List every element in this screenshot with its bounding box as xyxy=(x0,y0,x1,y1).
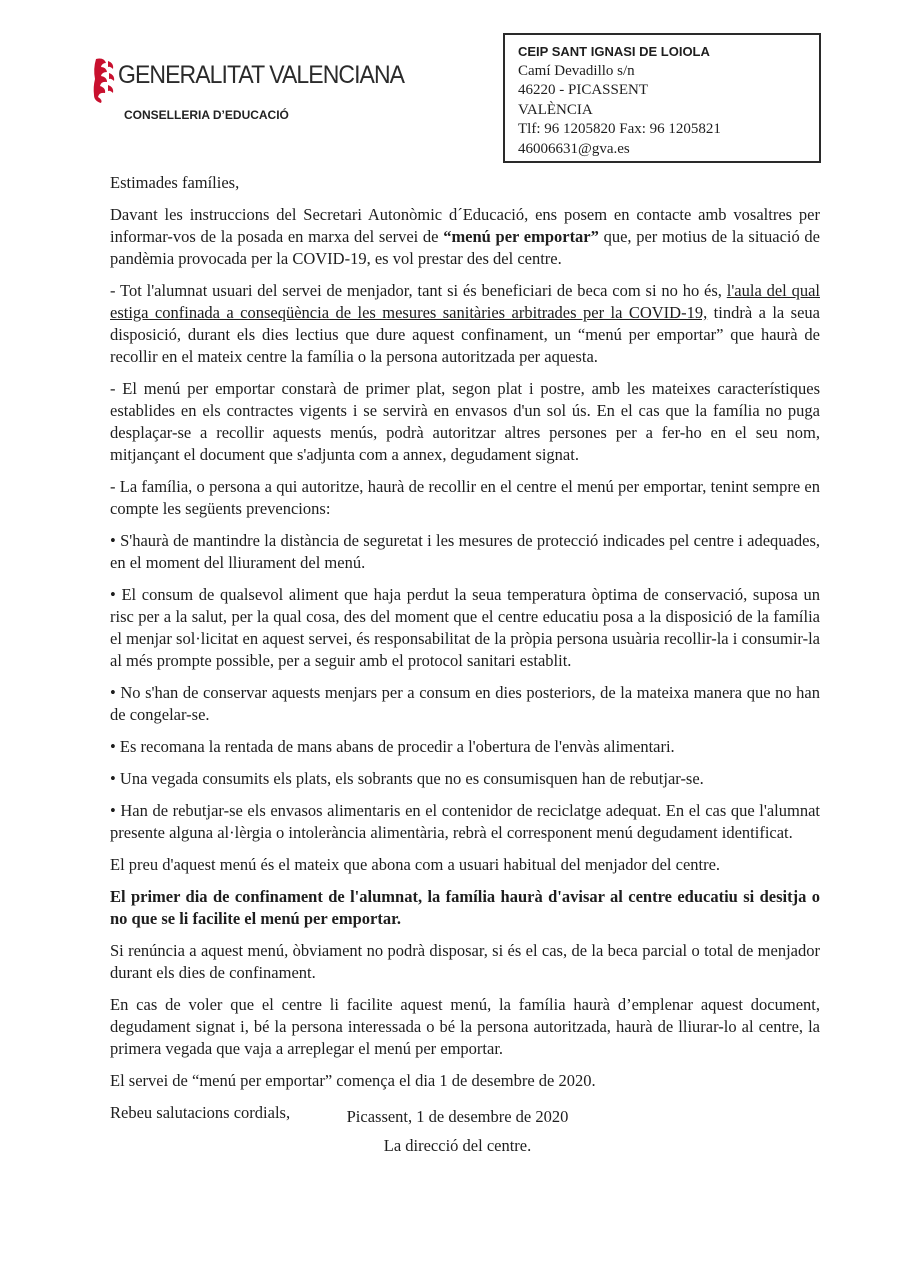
paragraph-menu-contents: - El menú per emportar constarà de primer plat, segon plat i postre, amb les mateixes característiques establides en els contractes vigents i se servirà en envasos d'un sol ús. En el cas que la família no puga desplaçar-se a recollir aquests menús, podrà autoritzar altres persones per a fer-ho en el seu nom, mitjançant el document que s'adjunta com a annex, degudament signat. xyxy=(110,379,820,464)
department-name: CONSELLERIA D’EDUCACIÓ xyxy=(124,108,289,122)
greeting: Estimades famílies, xyxy=(110,173,240,192)
address-line-street: Camí Devadillo s/n xyxy=(518,62,635,79)
gva-logo xyxy=(92,55,405,125)
paragraph-price: El preu d'aquest menú és el mateix que abona com a usuari habitual del menjador del centre. xyxy=(110,855,721,874)
intro-text-b: que, per motius de la situació de pandèmia provocada per la COVID-19, es vol prestar des del centre. xyxy=(110,227,820,268)
closing: Rebeu salutacions cordials, xyxy=(110,1103,291,1122)
paragraph-document: En cas de voler que el centre li facilite aquest menú, la família haurà d’emplenar aquest document, degudament signat i, bé la persona interessada o bé la persona autoritzada, haurà de lliurar-lo al centre, la primera vegada que vaja a arreplegar el menú per emportar. xyxy=(110,995,820,1058)
signature: La direcció del centre. xyxy=(383,1136,532,1155)
school-address-box xyxy=(503,33,821,163)
intro-bold-term: “menú per emportar” xyxy=(443,227,599,246)
bullet-no-conserve: • No s'han de conservar aquests menjars per a consum en dies posteriors, de la mateixa manera que no han de congelar-se. xyxy=(110,683,820,724)
p1-text-b: tindrà a la seua disposició, durant els dies lectius que dure aquest confinament, un “menú per emportar” que haurà de recollir en el mateix centre la família o la persona autoritzada per aquesta. xyxy=(110,303,821,366)
bullet-distance: • S'haurà de mantindre la distància de seguretat i les mesures de protecció indicades pel centre i adequades, en el moment del lliurament del menú. xyxy=(110,531,820,572)
bullet-handwashing: • Es recomana la rentada de mans abans de procedir a l'obertura de l'envàs alimentari. xyxy=(110,737,675,756)
intro-paragraph xyxy=(110,204,820,270)
gva-emblem-icon xyxy=(92,57,116,103)
paragraph-confinement xyxy=(110,280,820,368)
bullet-temperature: • El consum de qualsevol aliment que haja perdut la seua temperatura òptima de conservació, suposa un risc per a la salut, per la qual cosa, des del moment que el centre educatiu posa a la disposició de la família el menjar sol·licitat en aquest servei, és responsabilitat de la pròpia persona usuària recollir-la i consumir-la al més prompte possible, per a seguir amb el protocol sanitari establit. xyxy=(110,585,820,670)
paragraph-renounce: Si renúncia a aquest menú, òbviament no podrà disposar, si és el cas, de la beca parcial o total de menjador durant els dies de confinament. xyxy=(110,941,820,982)
paragraph-start-date: El servei de “menú per emportar” comença el dia 1 de desembre de 2020. xyxy=(110,1071,596,1090)
org-name: GENERALITAT VALENCIANA xyxy=(118,61,405,89)
p1-text-a: - Tot l'alumnat usuari del servei de menjador, tant si és beneficiari de beca com si no ho és, xyxy=(110,281,727,300)
address-line-email: 46006631@gva.es xyxy=(518,140,630,157)
bullet-leftovers: • Una vegada consumits els plats, els sobrants que no es consumisquen han de rebutjar-se. xyxy=(110,769,704,788)
place-date: Picassent, 1 de desembre de 2020 xyxy=(346,1107,569,1126)
paragraph-bold-notice: El primer dia de confinament de l'alumnat, la família haurà d'avisar al centre educatiu si desitja o no que se li facilite el menú per emportar. xyxy=(110,887,820,928)
letter-body xyxy=(110,172,820,1134)
p1-underlined: l'aula del qual estiga confinada a conseqüència de les mesures sanitàries arbitrades per la COVID-19, xyxy=(110,281,820,322)
address-line-phone: Tlf: 96 1205820 Fax: 96 1205821 xyxy=(518,121,721,137)
address-line-postcode: 46220 - PICASSENT xyxy=(518,82,649,98)
paragraph-collection: - La família, o persona a qui autoritze, haurà de recollir en el centre el menú per emportar, tenint sempre en compte les següents prevencions: xyxy=(110,477,820,518)
bullet-recycling: • Han de rebutjar-se els envasos alimentaris en el contenidor de reciclatge adequat. En el cas que l'alumnat presente alguna al·lèrgia o intolerància alimentària, rebrà el corresponent menú degudament identificat. xyxy=(110,801,820,842)
intro-text-a: Davant les instruccions del Secretari Autonòmic d´Educació, ens posem en contacte amb vosaltres per informar-vos de la posada en marxa del servei de xyxy=(110,205,820,246)
address-line-region: VALÈNCIA xyxy=(518,101,593,118)
school-name: CEIP SANT IGNASI DE LOIOLA xyxy=(518,44,710,59)
